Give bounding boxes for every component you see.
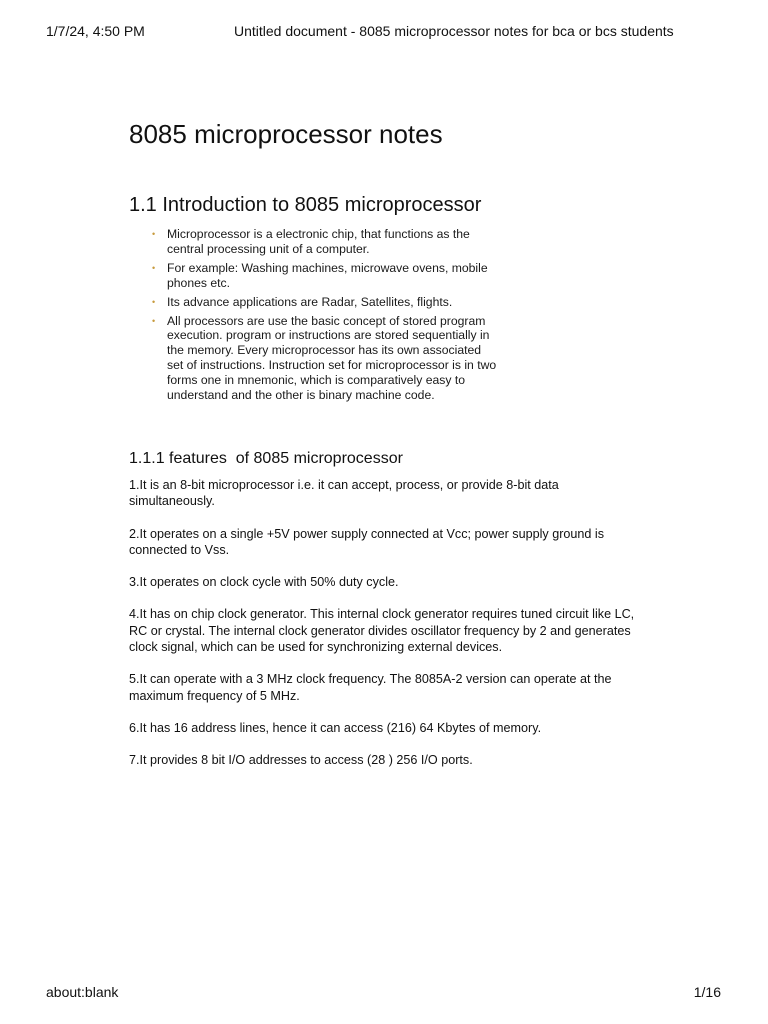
- bullet-icon: •: [152, 262, 156, 273]
- section-heading: 1.1 Introduction to 8085 microprocessor: [129, 194, 482, 216]
- page-number: 1/16: [693, 984, 721, 1000]
- features-list: [129, 477, 639, 785]
- print-footer: [0, 984, 768, 1004]
- bullet-icon: •: [152, 315, 156, 326]
- list-item: [150, 227, 500, 257]
- feature-paragraph: 2.It operates on a single +5V power supply connected at Vcc; power supply ground is connected to Vss.: [129, 526, 605, 557]
- list-item-text: For example: Washing machines, microwave ovens, mobile phones etc.: [167, 260, 488, 290]
- list-item: [150, 261, 500, 291]
- bullet-icon: •: [152, 229, 156, 239]
- subsection-heading: 1.1.1 features of 8085 microprocessor: [129, 450, 403, 467]
- feature-paragraph: 6.It has 16 address lines, hence it can access (216) 64 Kbytes of memory.: [129, 720, 542, 735]
- print-url: about:blank: [46, 984, 119, 1000]
- list-item-text: Its advance applications are Radar, Satellites, flights.: [167, 294, 453, 309]
- list-item: [150, 295, 500, 310]
- document-title: 8085 microprocessor notes: [129, 119, 443, 149]
- feature-paragraph: 3.It operates on clock cycle with 50% duty cycle.: [129, 575, 399, 590]
- intro-bullet-list: [150, 227, 500, 407]
- list-item-text: All processors are use the basic concept of stored program execution. program or instructions are stored sequentially in the memory. Every microprocessor has its own associated set of instructions. Instruction set for microprocessor is in two forms one in mnemonic, which is comparatively easy to understand and the other is binary machine code.: [167, 313, 497, 403]
- print-datetime: 1/7/24, 4:50 PM: [46, 23, 145, 39]
- print-header: [0, 23, 768, 43]
- feature-paragraph: 5.It can operate with a 3 MHz clock frequency. The 8085A-2 version can operate at the maximum frequency of 5 MHz.: [129, 672, 612, 703]
- list-item-text: Microprocessor is a electronic chip, that functions as the central processing unit of a computer.: [167, 227, 470, 256]
- feature-paragraph: 4.It has on chip clock generator. This internal clock generator requires tuned circuit like LC, RC or crystal. The internal clock generator divides oscillator frequency by 2 and generates clock signal, which can be used for synchronizing external devices.: [129, 607, 635, 655]
- feature-paragraph: 1.It is an 8-bit microprocessor i.e. it can accept, process, or provide 8-bit data simultaneously.: [129, 478, 559, 509]
- list-item: [150, 314, 500, 403]
- print-document-title: Untitled document - 8085 microprocessor notes for bca or bcs students: [234, 23, 674, 39]
- bullet-icon: •: [152, 296, 156, 307]
- feature-paragraph: 7.It provides 8 bit I/O addresses to access (28 ) 256 I/O ports.: [129, 753, 473, 768]
